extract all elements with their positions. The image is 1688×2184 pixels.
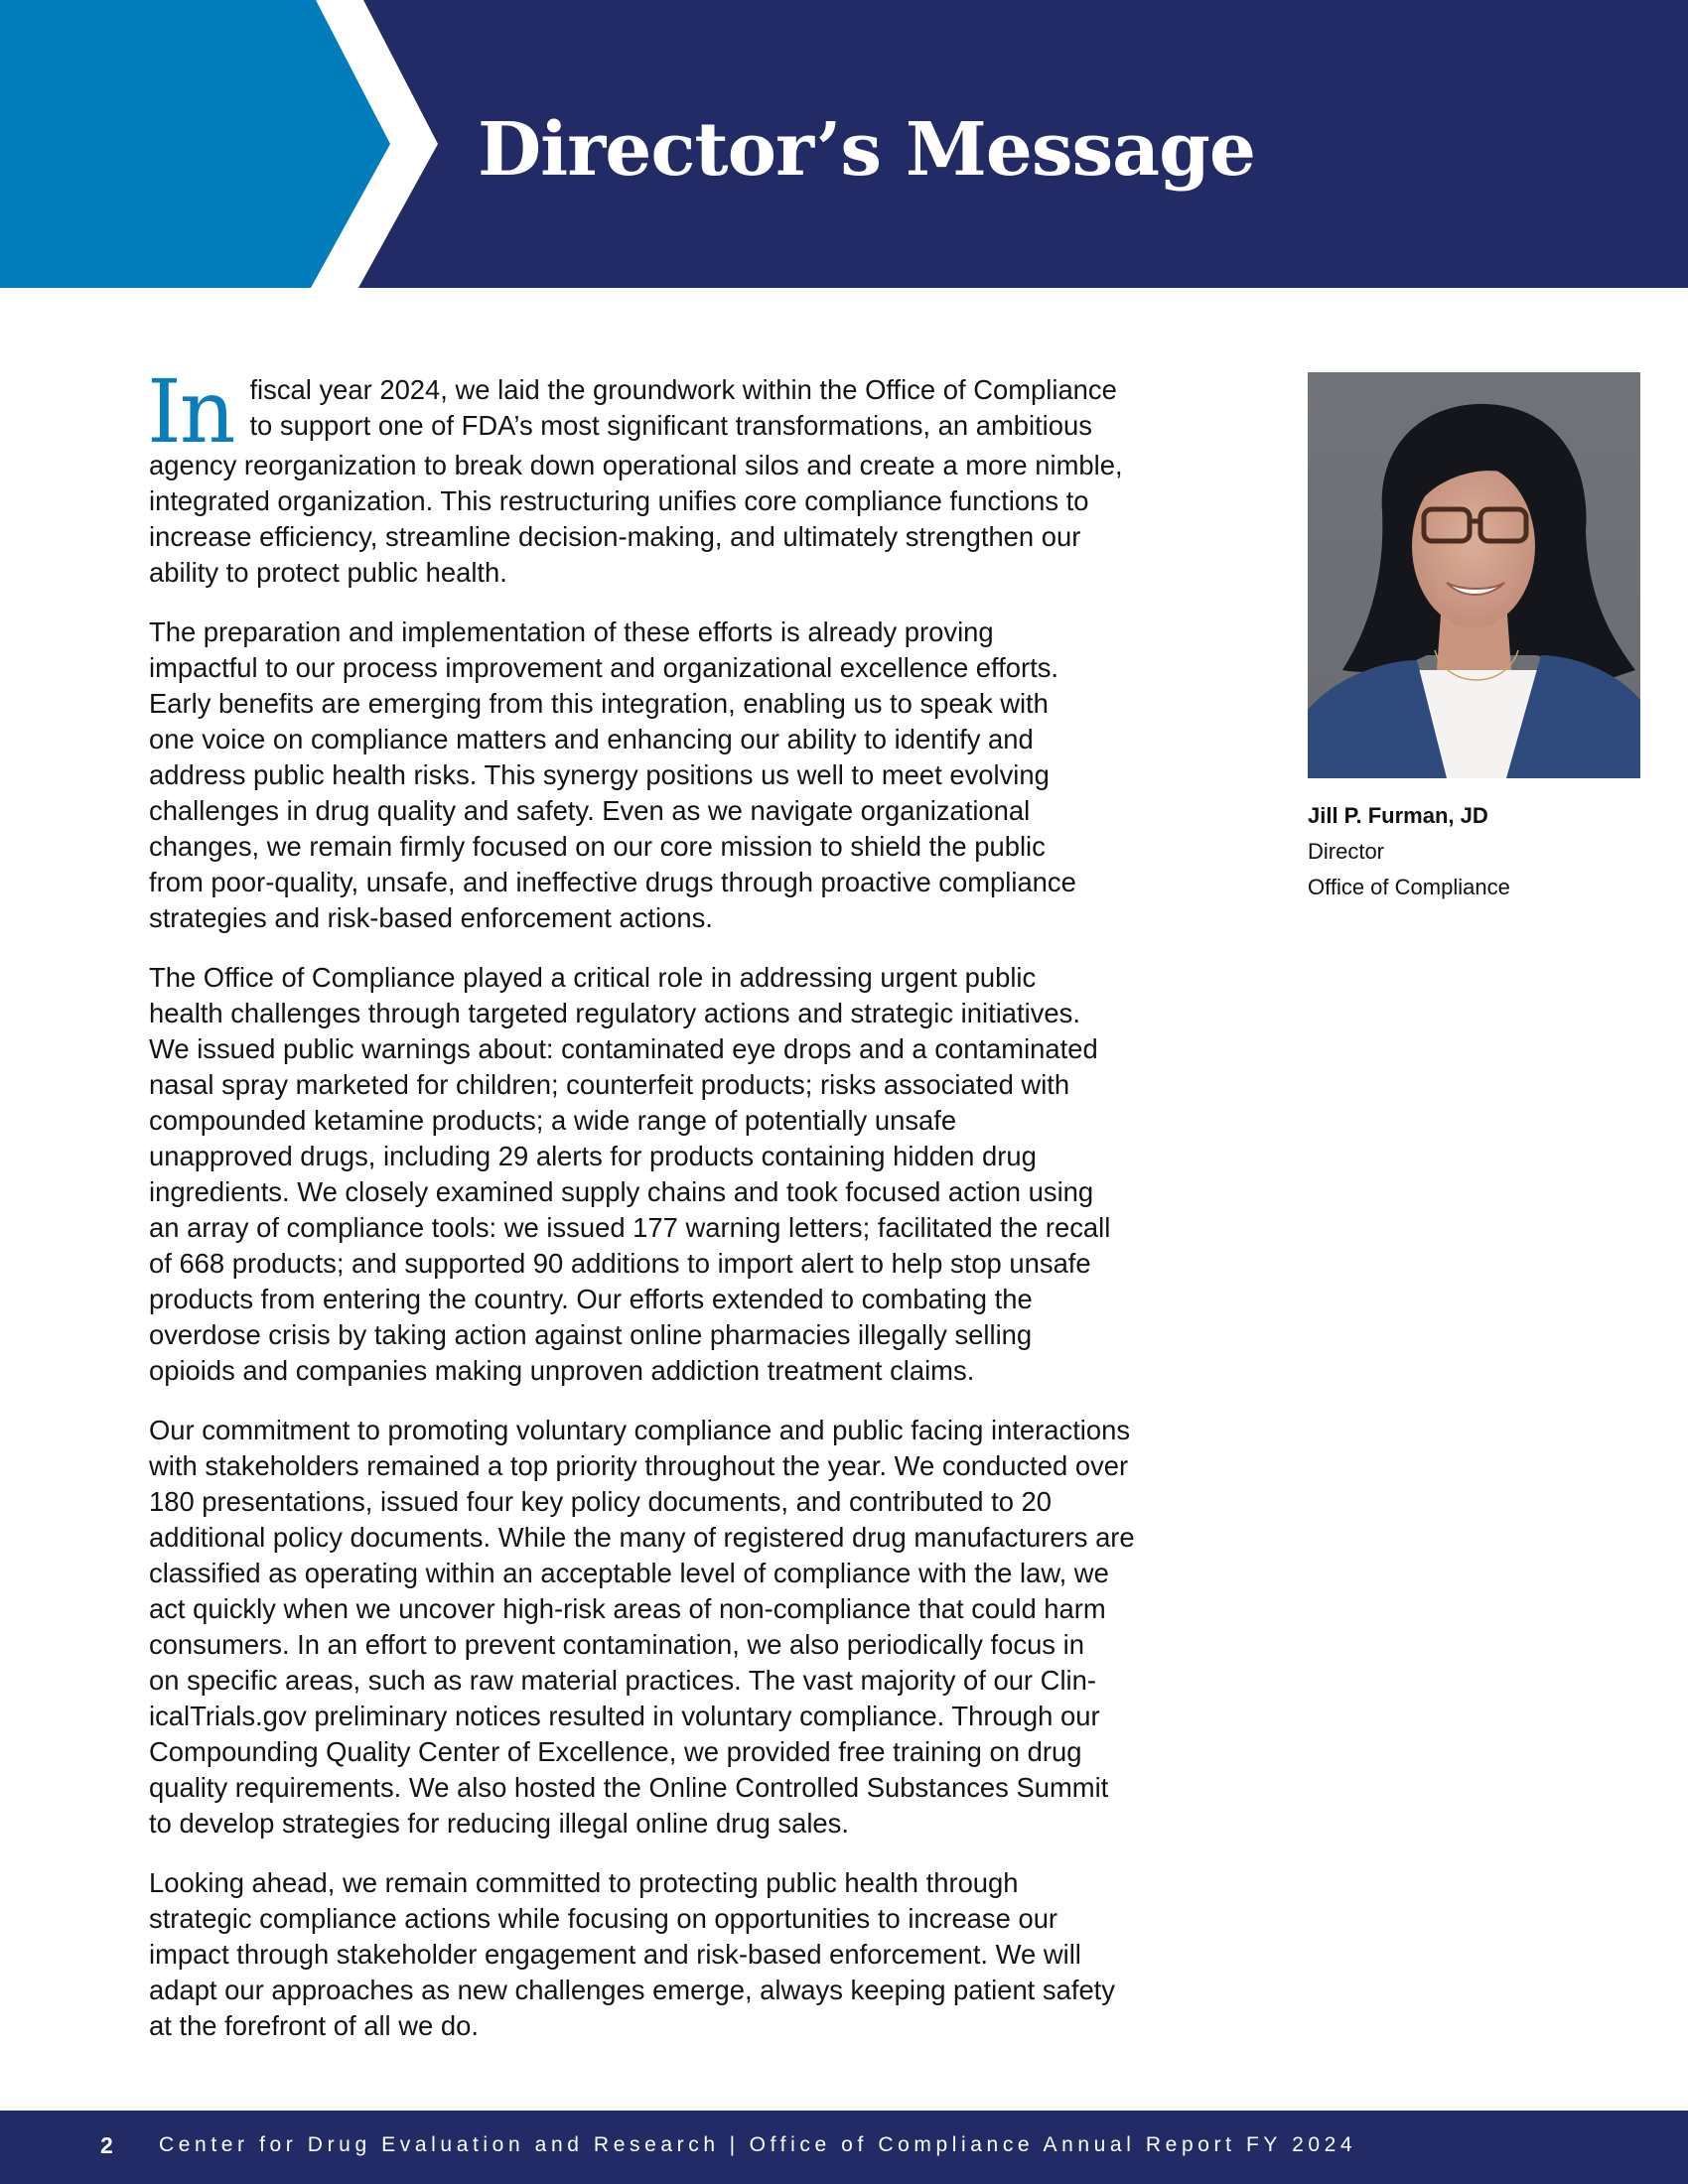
text-line: agency reorganization to break down operational silos and create a more nimble, — [149, 450, 1123, 480]
text-line: ingredients. We closely examined supply chains and took focused action using — [149, 1176, 1094, 1207]
text-line: overdose crisis by taking action against online pharmacies illegally selling — [149, 1319, 1033, 1350]
page-number: 2 — [100, 2132, 113, 2158]
text-line: additional policy documents. While the many of registered drug manufacturers are — [149, 1522, 1135, 1553]
text-line: compounded ketamine products; a wide range of potentially unsafe — [149, 1105, 957, 1136]
portrait-illustration — [1308, 372, 1640, 778]
text-line: impact through stakeholder engagement and risk-based enforcement. We will — [149, 1939, 1081, 1970]
text-line: to develop strategies for reducing illegal online drug sales. — [149, 1808, 849, 1839]
text-line: nasal spray marketed for children; counterfeit products; risks associated with — [149, 1069, 1070, 1100]
footer-running-title — [159, 2130, 1356, 2160]
text-line: 180 presentations, issued four key policy documents, and contributed to 20 — [149, 1486, 1053, 1517]
text-line: to support one of FDA’s most significant transformations, an ambitious — [249, 410, 1092, 441]
text-line: address public health risks. This synergy positions us well to meet evolving — [149, 759, 1050, 790]
text-line: changes, we remain firmly focused on our core mission to shield the public — [149, 831, 1046, 862]
text-line: icalTrials.gov preliminary notices resulted in voluntary compliance. Through our — [149, 1701, 1100, 1731]
text-line: The preparation and implementation of these efforts is already proving — [149, 616, 994, 647]
paragraph-2 — [149, 614, 1281, 936]
text-line: at the forefront of all we do. — [149, 2010, 479, 2041]
text-line: one voice on compliance matters and enhancing our ability to identify and — [149, 724, 1034, 754]
text-line: an array of compliance tools: we issued 177 warning letters; facilitated the recall — [149, 1212, 1111, 1243]
text-line: classified as operating within an acceptable level of compliance with the law, we — [149, 1558, 1109, 1588]
text-line: adapt our approaches as new challenges emerge, always keeping patient safety — [149, 1975, 1115, 2005]
text-line: integrated organization. This restructuring unifies core compliance functions to — [149, 485, 1089, 516]
text-line: of 668 products; and supported 90 additions to import alert to help stop unsafe — [149, 1248, 1091, 1279]
text-line: opioids and companies making unproven addiction treatment claims. — [149, 1355, 975, 1386]
text-line: fiscal year 2024, we laid the groundwork within the Office of Compliance — [249, 374, 1117, 405]
text-line: strategic compliance actions while focusing on opportunities to increase our — [149, 1903, 1058, 1934]
text-line: Looking ahead, we remain committed to protecting public health through — [149, 1867, 1019, 1898]
page-title: Director’s Message — [478, 107, 1255, 193]
text-line: impactful to our process improvement and organizational excellence efforts. — [149, 652, 1059, 683]
paragraph-3 — [149, 960, 1281, 1389]
text-line: ability to protect public health. — [149, 557, 507, 588]
text-line: Our commitment to promoting voluntary compliance and public facing interactions — [149, 1415, 1131, 1445]
text-line: Early benefits are emerging from this integration, enabling us to speak with — [149, 688, 1049, 719]
text-line: Compounding Quality Center of Excellence, we provided free training on drug — [149, 1736, 1082, 1767]
paragraph-1 — [147, 360, 1281, 591]
footer-center-name: Center for Drug Evaluation and Research — [159, 2133, 720, 2156]
text-line: increase efficiency, streamline decision-making, and ultimately strengthen our — [149, 521, 1081, 552]
text-line: act quickly when we uncover high-risk areas of non-compliance that could harm — [149, 1593, 1106, 1624]
director-photo — [1308, 372, 1640, 778]
paragraph-4 — [149, 1413, 1281, 1842]
text-line: health challenges through targeted regulatory actions and strategic initiatives. — [149, 998, 1080, 1028]
text-line: challenges in drug quality and safety. Even as we navigate organizational — [149, 795, 1031, 826]
text-line: The Office of Compliance played a critical role in addressing urgent public — [149, 962, 1037, 993]
footer-report-name: Office of Compliance Annual Report FY 2024 — [749, 2133, 1357, 2156]
paragraph-5 — [149, 1865, 1281, 2044]
director-office: Office of Compliance — [1308, 875, 1510, 899]
director-caption — [1308, 798, 1665, 905]
article-body — [147, 360, 1281, 2068]
footer-separator: | — [729, 2133, 740, 2156]
director-name: Jill P. Furman, JD — [1308, 803, 1488, 828]
text-line: products from entering the country. Our efforts extended to combating the — [149, 1284, 1033, 1314]
text-line: consumers. In an effort to prevent contamination, we also periodically focus in — [149, 1629, 1084, 1660]
text-line: on specific areas, such as raw material practices. The vast majority of our Clin- — [149, 1665, 1096, 1696]
text-line: with stakeholders remained a top priority throughout the year. We conducted over — [149, 1450, 1129, 1481]
director-role: Director — [1308, 839, 1385, 864]
text-line: We issued public warnings about: contaminated eye drops and a contaminated — [149, 1033, 1098, 1064]
page-header — [0, 0, 1688, 288]
page-footer — [0, 2111, 1688, 2184]
text-line: quality requirements. We also hosted the Online Controlled Substances Summit — [149, 1772, 1109, 1803]
text-line: from poor-quality, unsafe, and ineffective drugs through proactive compliance — [149, 867, 1076, 897]
text-line: unapproved drugs, including 29 alerts for products containing hidden drug — [149, 1141, 1037, 1171]
header-blue-chevron — [0, 0, 390, 288]
drop-cap: In — [147, 360, 234, 463]
text-line: strategies and risk-based enforcement actions. — [149, 902, 713, 933]
